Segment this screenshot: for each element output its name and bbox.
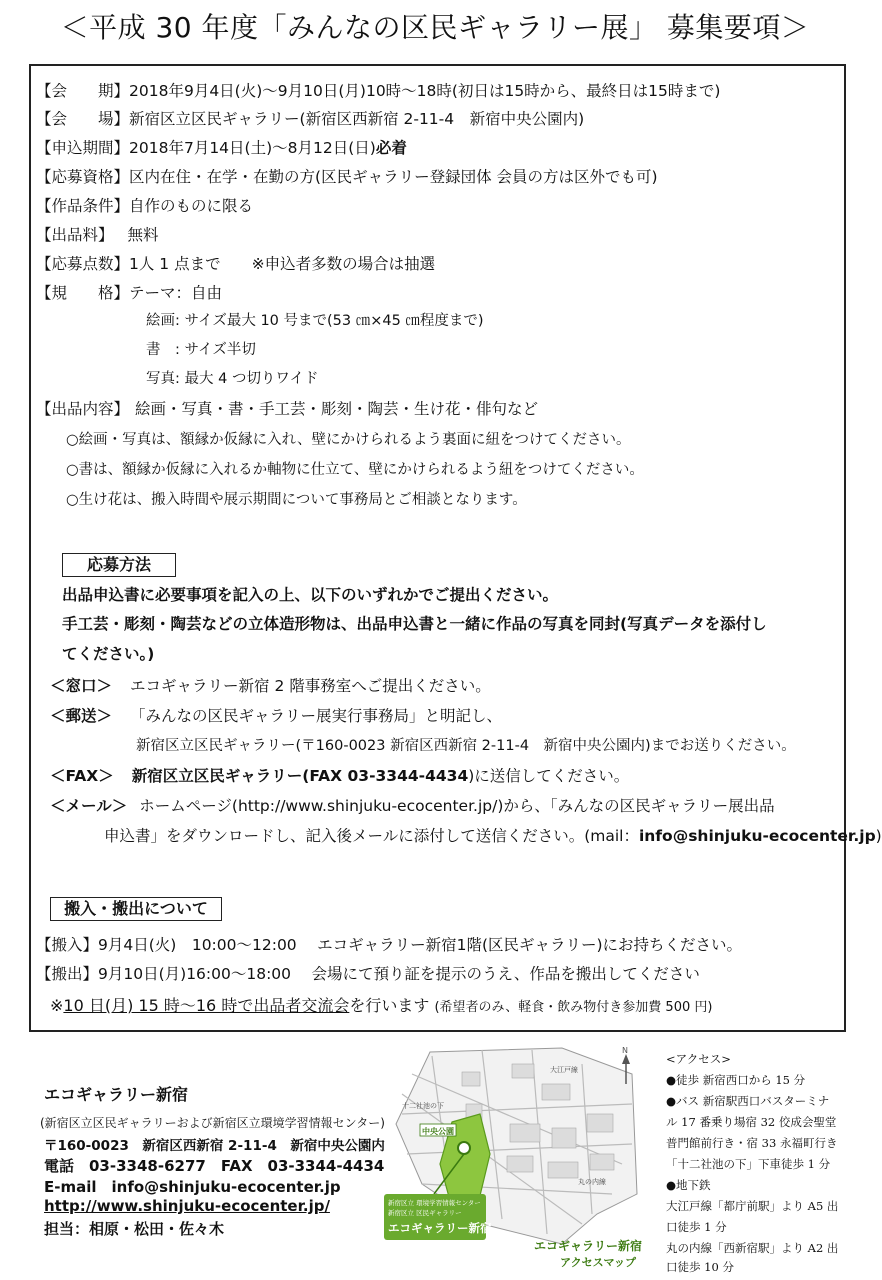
carry-out-text: 9月10日(月)16:00〜18:00 会場にて預り証を提示のうえ、作品を搬出してください	[98, 965, 700, 983]
access-line-2: ●バス 新宿駅西口バスターミナ	[666, 1094, 830, 1108]
map-label-b: 大江戸線	[550, 1066, 578, 1074]
spec-value: テーマ：自由	[129, 284, 223, 302]
fax-text-b: FAX 03-3344-4434	[309, 767, 469, 785]
carry-in-row	[36, 935, 742, 955]
contact-email[interactable]: E-mail info@shinjuku-ecocenter.jp	[44, 1178, 341, 1196]
content-value: 絵画・写真・書・手工芸・彫刻・陶芸・生け花・俳句など	[135, 400, 539, 418]
email-text-1: ホームページ(http://www.shinjuku-ecocenter.jp/)から、「みんなの区民ギャラリー展出品	[139, 797, 775, 815]
access-line-6: ●地下鉄	[666, 1178, 711, 1192]
counter-label: ＜窓口＞	[50, 677, 113, 695]
email-text-2c: )	[875, 827, 882, 845]
fee-label: 【出品料】	[36, 226, 114, 244]
contact-address: 〒160-0023 新宿区西新宿 2-11-4 新宿中央公園内	[44, 1138, 385, 1154]
fee-value: 無料	[127, 226, 159, 244]
gallery-marker	[458, 1142, 470, 1154]
condition-value: 自作のものに限る	[129, 197, 254, 215]
content-note-1: ○絵画・写真は、額縁か仮縁に入れ、壁にかけられるよう裏面に紐をつけてください。	[66, 432, 631, 448]
note-tail: を行います	[349, 996, 430, 1015]
apply-period-strong: 必着	[375, 139, 407, 157]
contact-name: エコギャラリー新宿	[44, 1085, 189, 1104]
apply-period-label: 【申込期間】	[36, 139, 130, 157]
eligibility-row	[36, 167, 658, 187]
access-line-8: 口徒歩 1 分	[666, 1220, 727, 1234]
access-line-10: 口徒歩 10 分	[666, 1260, 734, 1274]
mail-text-2: 新宿区立区民ギャラリー(〒160-0023 新宿区西新宿 2-11-4 新宿中央公園内)までお送りください。	[136, 738, 796, 754]
note-small: (希望者のみ、軽食・飲み物付き参加費 500 円)	[434, 1000, 713, 1015]
page-title: ＜平成 30 年度「みんなの区民ギャラリー展」 募集要項＞	[60, 11, 810, 44]
content-row	[36, 399, 538, 419]
email-row	[50, 796, 775, 816]
eligibility-label: 【応募資格】	[36, 168, 130, 186]
fax-row	[50, 766, 629, 786]
email-row-2	[104, 826, 882, 846]
access-line-1: ●徒歩 新宿西口から 15 分	[666, 1073, 806, 1087]
spec-painting: 絵画: サイズ最大 10 号まで(53 ㎝×45 ㎝程度まで)	[146, 313, 484, 329]
access-line-3: ル 17 番乗り場宿 32 佼成会聖堂	[666, 1115, 837, 1129]
carry-out-row	[36, 964, 700, 984]
condition-row	[36, 196, 253, 216]
period-value: 2018年9月4日(火)〜9月10日(月)10時〜18時(初日は15時から、最終日は15時まで)	[129, 82, 721, 100]
access-line-5: 「十二社池の下」下車徒歩 1 分	[666, 1157, 831, 1171]
carry-in-text: 9月4日(火) 10:00〜12:00 エコギャラリー新宿1階(区民ギャラリー)にお持ちください。	[98, 936, 743, 954]
map-caption-1: エコギャラリー新宿	[534, 1239, 643, 1253]
map-label-c: 丸の内線	[578, 1178, 606, 1186]
map-center-label: 新宿区立 環境学習情報センター	[388, 1199, 481, 1207]
eligibility-value: 区内在住・在学・在勤の方(区民ギャラリー登録団体 会員の方は区外でも可)	[129, 168, 658, 186]
application-intro-2: 手工芸・彫刻・陶芸などの立体造形物は、出品申込書と一緒に作品の写真を同封(写真データを添付し	[62, 615, 767, 633]
note-underlined: 10 日(月) 15 時〜16 時で出品者交流会	[63, 996, 350, 1015]
email-label: ＜メール＞	[50, 797, 128, 815]
contact-sub: (新宿区立区民ギャラリーおよび新宿区立環境学習情報センター)	[40, 1116, 385, 1130]
application-heading: 応募方法	[62, 553, 176, 577]
application-intro-1: 出品申込書に必要事項を記入の上、以下のいずれかでご提出ください。	[62, 586, 559, 604]
count-value: 1人 1 点まで ※申込者多数の場合は抽選	[129, 255, 436, 273]
spec-calligraphy: 書 : サイズ半切	[146, 342, 256, 358]
contact-url[interactable]: http://www.shinjuku-ecocenter.jp/	[44, 1197, 330, 1215]
fax-text-a: 新宿区立区民ギャラリー(	[131, 767, 310, 785]
counter-text: エコギャラリー新宿 2 階事務室へご提出ください。	[130, 677, 491, 695]
apply-period-value: 2018年7月14日(土)〜8月12日(日)	[129, 139, 376, 157]
map-gallery-sub-label: 新宿区立 区民ギャラリー	[388, 1209, 462, 1217]
carry-out-label: 【搬出】	[36, 965, 99, 983]
map-caption-2: アクセスマップ	[560, 1256, 637, 1269]
access-map	[382, 1044, 643, 1270]
email-text-2a: 申込書」をダウンロードし、記入後メールに添付して送信ください。(mail：	[104, 827, 639, 845]
mail-label: ＜郵送＞	[50, 707, 113, 725]
access-line-4: 普門館前行き・宿 33 永福町行き	[666, 1136, 838, 1150]
fax-label: ＜FAX＞	[50, 767, 114, 785]
count-row	[36, 254, 435, 274]
fee-row	[36, 225, 159, 245]
venue-row	[36, 109, 584, 129]
access-heading: <アクセス>	[666, 1052, 731, 1066]
fax-text-c: )に送信してください。	[468, 767, 630, 785]
map-gallery-label: エコギャラリー新宿	[388, 1221, 492, 1235]
exchange-note	[50, 993, 712, 1016]
mail-row	[50, 706, 502, 726]
carry-in-label: 【搬入】	[36, 936, 99, 954]
map-label-a: 十二社池の下	[402, 1102, 444, 1110]
count-label: 【応募点数】	[36, 255, 130, 273]
apply-period-row	[36, 138, 407, 158]
note-mark: ※	[50, 996, 64, 1015]
condition-label: 【作品条件】	[36, 197, 130, 215]
application-intro-3: てください。)	[62, 645, 155, 663]
period-label: 【会 期】	[36, 82, 130, 100]
venue-value: 新宿区立区民ギャラリー(新宿区西新宿 2-11-4 新宿中央公園内)	[129, 110, 585, 128]
spec-label: 【規 格】	[36, 284, 130, 302]
spec-row	[36, 283, 222, 303]
period-row	[36, 81, 720, 101]
content-note-3: ○生け花は、搬入時間や展示期間について事務局とご相談となります。	[66, 492, 527, 508]
contact-staff: 担当：相原・松田・佐々木	[44, 1220, 225, 1238]
contact-phone: 電話 03-3348-6277 FAX 03-3344-4434	[44, 1157, 385, 1175]
venue-label: 【会 場】	[36, 110, 130, 128]
counter-row	[50, 676, 491, 696]
spec-photo: 写真: 最大 4 つ切りワイド	[146, 371, 319, 387]
north-label: N	[622, 1046, 628, 1055]
email-address[interactable]: info@shinjuku-ecocenter.jp	[638, 827, 876, 845]
access-line-7: 大江戸線「都庁前駅」より A5 出	[666, 1199, 839, 1213]
mail-text-1: 「みんなの区民ギャラリー展実行事務局」と明記し、	[130, 707, 503, 725]
content-note-2: ○書は、額縁か仮縁に入れるか軸物に仕立て、壁にかけられるよう紐をつけてください。	[66, 462, 644, 478]
map-park-label: 中央公園	[422, 1127, 454, 1136]
content-label: 【出品内容】	[36, 400, 130, 418]
logistics-heading: 搬入・搬出について	[50, 897, 222, 921]
access-line-9: 丸の内線「西新宿駅」より A2 出	[666, 1241, 839, 1255]
